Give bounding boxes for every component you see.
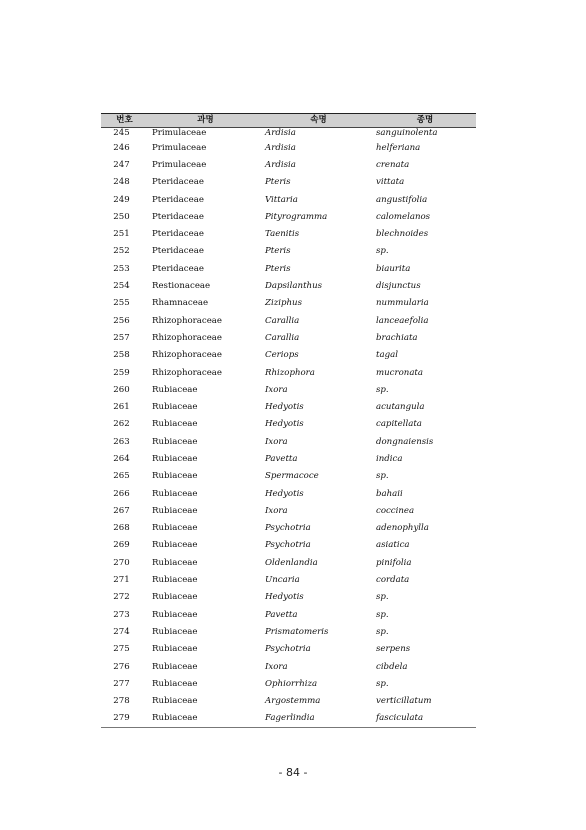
cell-number: 265: [113, 471, 130, 482]
table-row: [101, 329, 476, 346]
cell-number: 268: [113, 523, 130, 534]
table-row: [101, 128, 476, 140]
cell-genus: Vittaria: [265, 194, 298, 205]
table-row: [101, 225, 476, 242]
table-row: [101, 658, 476, 675]
table-row: [101, 260, 476, 277]
cell-number: 264: [113, 453, 130, 464]
cell-family: Pteridaceae: [152, 211, 204, 222]
cell-genus: Pteris: [265, 263, 291, 274]
header-number: 번호: [101, 114, 148, 128]
cell-genus: Carallia: [265, 332, 300, 343]
cell-genus: Psychotria: [265, 523, 311, 534]
cell-family: Rubiaceae: [152, 453, 198, 464]
table-row: [101, 589, 476, 606]
cell-number: 271: [113, 575, 130, 586]
cell-species: brachiata: [376, 332, 418, 343]
cell-genus: Psychotria: [265, 644, 311, 655]
cell-species: adenophylla: [376, 523, 429, 534]
cell-genus: Hedyotis: [265, 592, 304, 603]
table-row: [101, 693, 476, 710]
cell-number: 249: [113, 194, 130, 205]
table-row: [101, 710, 476, 728]
cell-family: Rubiaceae: [152, 505, 198, 516]
cell-number: 277: [113, 678, 130, 689]
table-row: [101, 623, 476, 640]
cell-family: Pteridaceae: [152, 177, 204, 188]
cell-family: Primulaceae: [152, 142, 207, 153]
table-row: [101, 675, 476, 692]
cell-number: 274: [113, 626, 130, 637]
cell-number: 258: [113, 350, 130, 361]
cell-family: Pteridaceae: [152, 229, 204, 240]
cell-number: 275: [113, 644, 130, 655]
table-row: [101, 174, 476, 191]
cell-genus: Rhizophora: [265, 367, 315, 378]
cell-number: 259: [113, 367, 130, 378]
cell-genus: Hedyotis: [265, 402, 304, 413]
cell-species: capitellata: [376, 419, 422, 430]
cell-genus: Argostemma: [265, 696, 321, 707]
header-species: 종명: [374, 114, 476, 128]
cell-species: dongnaiensis: [376, 436, 434, 447]
cell-family: Rubiaceae: [152, 471, 198, 482]
cell-genus: Pavetta: [265, 453, 298, 464]
table-row: [101, 606, 476, 623]
cell-family: Rubiaceae: [152, 402, 198, 413]
cell-number: 270: [113, 557, 130, 568]
cell-family: Rubiaceae: [152, 436, 198, 447]
cell-species: asiatica: [376, 540, 410, 551]
cell-number: 278: [113, 696, 130, 707]
cell-species: sp.: [376, 678, 389, 689]
table-row: [101, 139, 476, 156]
cell-genus: Carallia: [265, 315, 300, 326]
cell-genus: Hedyotis: [265, 488, 304, 499]
cell-number: 272: [113, 592, 130, 603]
table-row: [101, 537, 476, 554]
cell-number: 247: [113, 159, 130, 170]
cell-family: Rubiaceae: [152, 592, 198, 603]
cell-family: Rubiaceae: [152, 419, 198, 430]
cell-number: 279: [101, 710, 148, 728]
cell-genus: Dapsilanthus: [265, 281, 323, 292]
cell-species: cibdela: [376, 661, 408, 672]
cell-genus: Ardisia: [265, 159, 296, 170]
species-table: [101, 113, 476, 728]
cell-number: 255: [113, 298, 130, 309]
cell-species: fasciculata: [374, 710, 476, 728]
cell-species: sp.: [376, 592, 389, 603]
cell-number: 246: [113, 142, 130, 153]
cell-species: calomelanos: [376, 211, 431, 222]
cell-family: Rubiaceae: [152, 523, 198, 534]
cell-number: 250: [113, 211, 130, 222]
table-row: [101, 381, 476, 398]
table-row: [101, 485, 476, 502]
cell-species: verticillatum: [376, 696, 432, 707]
cell-number: 276: [113, 661, 130, 672]
cell-species: coccinea: [376, 505, 415, 516]
cell-family: Pteridaceae: [152, 263, 204, 274]
cell-family: Rhamnaceae: [152, 298, 209, 309]
cell-species: biaurita: [376, 263, 411, 274]
table-row: [101, 191, 476, 208]
cell-species: acutangula: [376, 402, 425, 413]
cell-number: 263: [113, 436, 130, 447]
cell-species: pinifolia: [376, 557, 412, 568]
cell-genus: Ardisia: [265, 128, 296, 138]
cell-number: 245: [113, 128, 130, 138]
table-row: [101, 468, 476, 485]
table-row: [101, 312, 476, 329]
cell-species: nummularia: [376, 298, 429, 309]
cell-species: sp.: [376, 246, 389, 257]
cell-family: Rubiaceae: [152, 609, 198, 620]
table-row: [101, 554, 476, 571]
cell-species: angustifolia: [376, 194, 428, 205]
cell-family: Rubiaceae: [152, 384, 198, 395]
cell-genus: Pteris: [265, 177, 291, 188]
cell-species: serpens: [376, 644, 411, 655]
table-row: [101, 208, 476, 225]
cell-family: Primulaceae: [152, 159, 207, 170]
cell-family: Rhizophoraceae: [152, 367, 223, 378]
cell-number: 262: [113, 419, 130, 430]
table-body: [101, 128, 476, 728]
cell-family: Rubiaceae: [152, 644, 198, 655]
cell-species: lanceaefolia: [376, 315, 429, 326]
table-row: [101, 156, 476, 173]
cell-family: Restionaceae: [152, 281, 211, 292]
table-row: [101, 520, 476, 537]
cell-species: sanguinolenta: [376, 128, 438, 138]
cell-family: Rubiaceae: [152, 678, 198, 689]
cell-species: cordata: [376, 575, 410, 586]
cell-family: Rubiaceae: [148, 710, 263, 728]
cell-family: Rhizophoraceae: [152, 332, 223, 343]
cell-family: Pteridaceae: [152, 246, 204, 257]
cell-family: Rubiaceae: [152, 488, 198, 499]
cell-genus: Ixora: [265, 384, 288, 395]
cell-species: sp.: [376, 626, 389, 637]
cell-species: mucronata: [376, 367, 424, 378]
cell-species: vittata: [376, 177, 405, 188]
cell-genus: Ixora: [265, 436, 288, 447]
table-row: [101, 433, 476, 450]
table-row: [101, 243, 476, 260]
cell-number: 252: [113, 246, 130, 257]
page-number: - 84 -: [278, 766, 308, 779]
cell-genus: Fagerlindia: [263, 710, 374, 728]
cell-genus: Pavetta: [265, 609, 298, 620]
cell-genus: Hedyotis: [265, 419, 304, 430]
cell-genus: Ceriops: [265, 350, 299, 361]
cell-number: 267: [113, 505, 130, 516]
cell-number: 251: [113, 229, 130, 240]
cell-genus: Ophiorrhiza: [265, 678, 318, 689]
cell-species: sp.: [376, 609, 389, 620]
cell-genus: Taenitis: [265, 229, 300, 240]
header-genus: 속명: [263, 114, 374, 128]
cell-number: 254: [113, 281, 130, 292]
cell-number: 269: [113, 540, 130, 551]
table-row: [101, 450, 476, 467]
species-table-container: [101, 113, 476, 728]
cell-family: Pteridaceae: [152, 194, 204, 205]
cell-species: sp.: [376, 471, 389, 482]
cell-family: Rhizophoraceae: [152, 315, 223, 326]
cell-genus: Uncaria: [265, 575, 300, 586]
cell-number: 261: [113, 402, 130, 413]
cell-genus: Pteris: [265, 246, 291, 257]
cell-family: Rubiaceae: [152, 661, 198, 672]
cell-genus: Oldenlandia: [265, 557, 318, 568]
cell-family: Rubiaceae: [152, 540, 198, 551]
cell-genus: Pityrogramma: [265, 211, 328, 222]
cell-species: tagal: [376, 350, 398, 361]
cell-species: helferiana: [376, 142, 421, 153]
table-row: [101, 364, 476, 381]
cell-species: bahaii: [376, 488, 403, 499]
cell-species: indica: [376, 453, 403, 464]
table-row: [101, 416, 476, 433]
cell-number: 260: [113, 384, 130, 395]
cell-number: 266: [113, 488, 130, 499]
table-row: [101, 571, 476, 588]
table-header-row: [101, 114, 476, 128]
cell-genus: Ixora: [265, 505, 288, 516]
cell-genus: Ardisia: [265, 142, 296, 153]
cell-number: 257: [113, 332, 130, 343]
cell-genus: Prismatomeris: [265, 626, 329, 637]
table-row: [101, 347, 476, 364]
cell-family: Rubiaceae: [152, 696, 198, 707]
cell-family: Rhizophoraceae: [152, 350, 223, 361]
cell-number: 253: [113, 263, 130, 274]
cell-species: blechnoides: [376, 229, 429, 240]
table-row: [101, 295, 476, 312]
cell-species: disjunctus: [376, 281, 421, 292]
table-row: [101, 277, 476, 294]
cell-genus: Ixora: [265, 661, 288, 672]
cell-family: Rubiaceae: [152, 626, 198, 637]
table-row: [101, 641, 476, 658]
table-row: [101, 502, 476, 519]
cell-species: sp.: [376, 384, 389, 395]
cell-genus: Psychotria: [265, 540, 311, 551]
cell-genus: Spermacoce: [265, 471, 319, 482]
cell-genus: Ziziphus: [265, 298, 302, 309]
cell-number: 248: [113, 177, 130, 188]
cell-number: 273: [113, 609, 130, 620]
cell-family: Rubiaceae: [152, 557, 198, 568]
table-row: [101, 398, 476, 415]
cell-family: Primulaceae: [152, 128, 207, 138]
header-family: 과명: [148, 114, 263, 128]
cell-number: 256: [113, 315, 130, 326]
cell-species: crenata: [376, 159, 410, 170]
cell-family: Rubiaceae: [152, 575, 198, 586]
